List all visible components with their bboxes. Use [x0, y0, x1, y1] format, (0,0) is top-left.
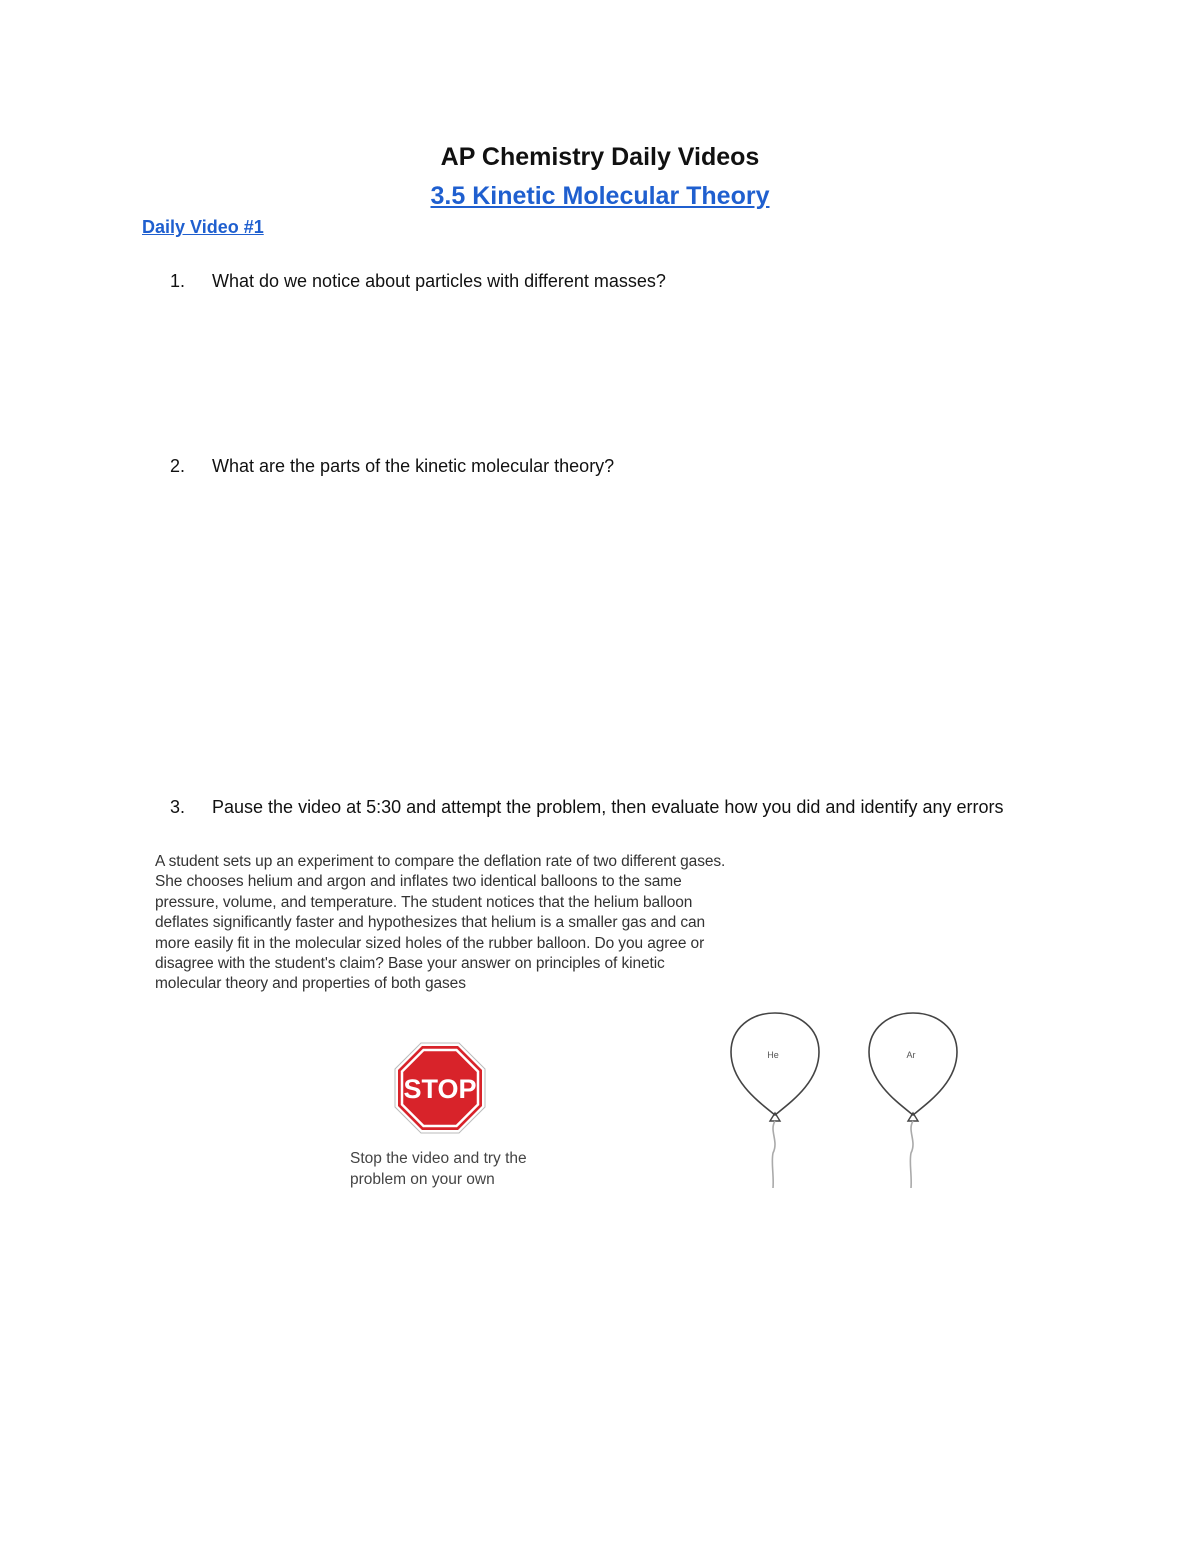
balloon-he [731, 1013, 819, 1188]
daily-video-link[interactable]: Daily Video #1 [142, 217, 264, 237]
question-3 [170, 794, 1050, 821]
stop-sign-icon [394, 1042, 486, 1134]
balloons-illustration [723, 1006, 973, 1196]
page-title: AP Chemistry Daily Videos [440, 143, 760, 171]
question-1 [170, 268, 1050, 295]
problem-statement: A student sets up an experiment to compare the deflation rate of two different gases. She chooses helium and argon and inflates two identical balloons to the same pressure, volume, and temperature. The student notices that the helium balloon deflates significantly faster and hypothesizes that helium is a smaller gas and can more easily fit in the molecular sized holes of the rubber balloon. Do you agree or disagree with the student's claim? Base your answer on principles of kinetic molecular theory and properties of both gases [155, 853, 726, 993]
stop-caption: Stop the video and try the problem on your own [350, 1150, 527, 1188]
question-text: Pause the video at 5:30 and attempt the problem, then evaluate how you did and identify any errors [212, 797, 1004, 817]
balloon-ar [869, 1013, 957, 1188]
problem-figure [148, 846, 968, 1196]
topic-link-container [0, 182, 1200, 211]
question-text: What are the parts of the kinetic molecular theory? [212, 456, 615, 476]
question-2 [170, 453, 1050, 480]
stop-label: STOP [403, 1074, 477, 1104]
balloon-he-label: He [767, 1050, 779, 1060]
question-text: What do we notice about particles with different masses? [212, 271, 666, 291]
balloon-ar-label: Ar [906, 1050, 916, 1060]
question-number: 1. [170, 271, 186, 291]
section-link-container [142, 217, 264, 238]
topic-link[interactable]: 3.5 Kinetic Molecular Theory [430, 182, 770, 210]
question-number: 3. [170, 797, 186, 817]
question-number: 2. [170, 456, 186, 476]
